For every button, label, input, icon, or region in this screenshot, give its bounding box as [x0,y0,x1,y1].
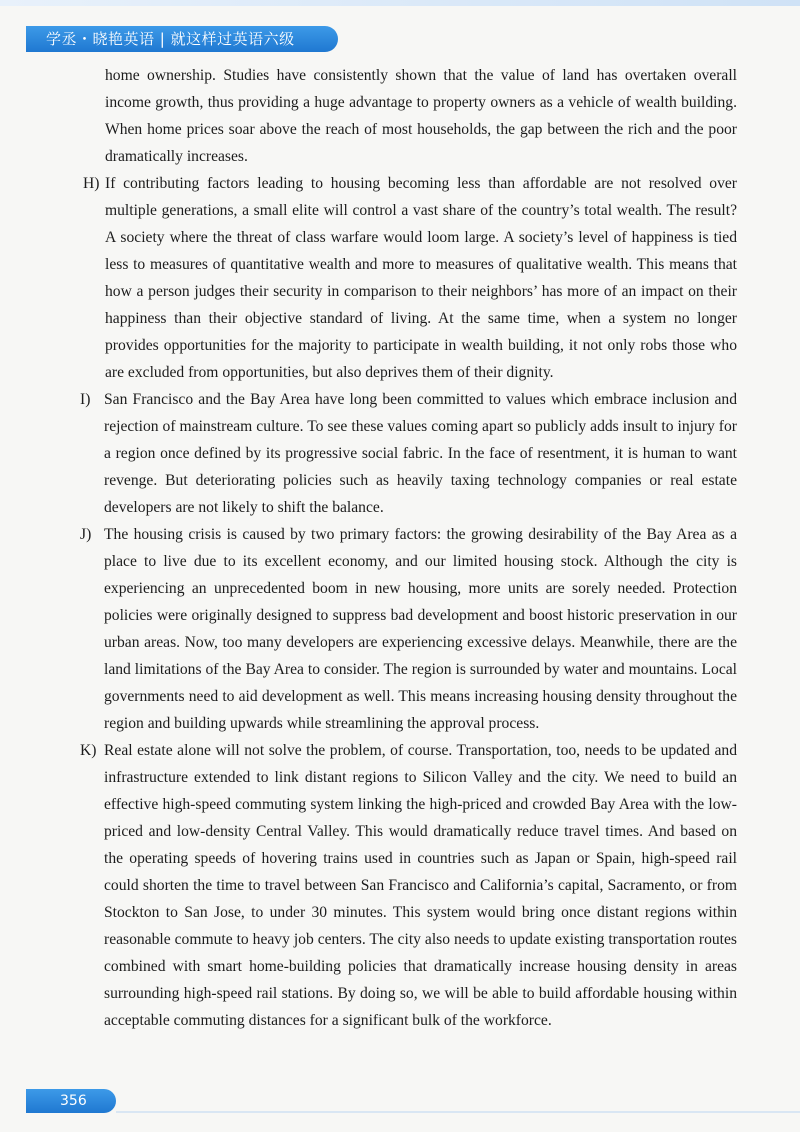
continuation-paragraph: home ownership. Studies have consistently shown that the value of land has overtaken overall income growth, thus providing a huge advantage to property owners as a vehicle of wealth building. When home prices soar above the reach of most households, the gap between the rich and the poor dramatically increases. [105,67,737,165]
paragraph-j [80,521,737,737]
page-number: 356 [60,1093,87,1109]
paragraph-marker: K) [80,742,97,759]
paragraph-marker: J) [80,526,92,543]
bottom-decorative-rule [116,1111,800,1113]
paragraph-text: Real estate alone will not solve the problem, of course. Transportation, too, needs to be updated and infrastructure extended to link distant regions to Silicon Valley and the city. We need to build an effective high-speed commuting system linking the high-priced and crowded Bay Area with the low-priced and low-density Central Valley. This would dramatically reduce travel times. And based on the operating speeds of hovering trains used in countries such as Japan or Spain, high-speed rail could shorten the time to travel between San Francisco and California’s capital, Sacramento, or from Stockton to San Jose, to under 30 minutes. This system would bring once distant regions within reasonable commute to heavy job centers. The city also needs to update existing transportation routes combined with smart home-building policies that dramatically increase housing density in areas surrounding high-speed rail stations. By doing so, we will be able to build affordable housing within acceptable commuting distances for a significant bulk of the workforce. [104,742,737,1029]
paragraph-i [80,386,737,521]
paragraph-marker: I) [80,391,91,408]
header-banner [26,26,338,52]
paragraph-h [80,170,737,386]
paragraph-k [80,737,737,1034]
paragraph-text: San Francisco and the Bay Area have long been committed to values which embrace inclusion and rejection of mainstream culture. To see these values coming apart so publicly adds insult to injury for a region once defined by its progressive social fabric. In the face of resentment, it is human to want revenge. But deteriorating policies such as heavily taxing technology companies or real estate developers are not likely to shift the balance. [104,391,737,516]
paragraph-marker: H) [83,175,100,192]
header-banner-text: 学丞・晓艳英语 | 就这样过英语六级 [46,30,295,48]
page-number-tab [26,1089,116,1113]
top-decorative-rule [0,0,800,6]
document-body [80,62,737,1034]
paragraph-text: If contributing factors leading to housing becoming less than affordable are not resolved over multiple generations, a small elite will control a vast share of the country’s total wealth. The result? A society where the threat of class warfare would loom large. A society’s level of happiness is tied less to measures of quantitative wealth and more to measures of qualitative wealth. This means that how a person judges their security in comparison to their neighbors’ has more of an impact on their happiness than their objective standard of living. At the same time, when a system no longer provides opportunities for the majority to participate in wealth building, it not only robs those who are excluded from opportunities, but also deprives them of their dignity. [105,175,737,381]
paragraph-text: The housing crisis is caused by two primary factors: the growing desirability of the Bay Area as a place to live due to its excellent economy, and our limited housing stock. Although the city is experiencing an unprecedented boom in new housing, more units are sorely needed. Protection policies were originally designed to suppress bad development and boost historic preservation in our urban areas. Now, too many developers are experiencing excessive delays. Meanwhile, there are the land limitations of the Bay Area to consider. The region is surrounded by water and mountains. Local governments need to aid development as well. This means increasing housing density throughout the region and building upwards while streamlining the approval process. [104,526,737,732]
